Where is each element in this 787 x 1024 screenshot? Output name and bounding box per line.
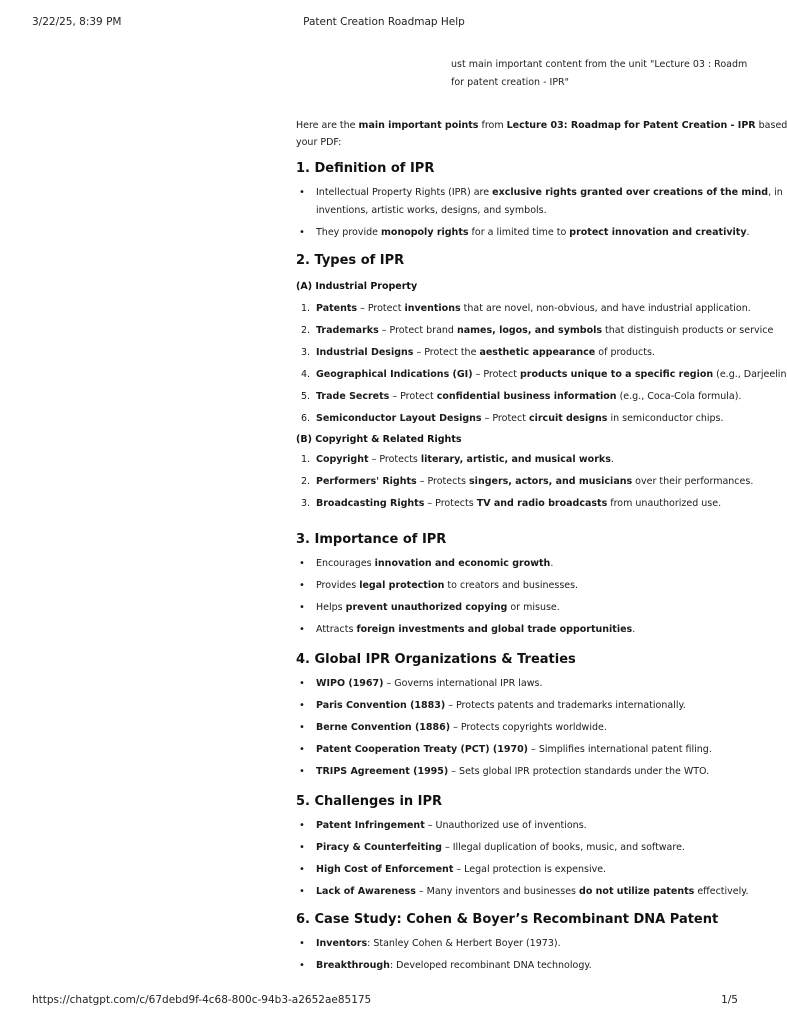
user-message-line: for patent creation - IPR" <box>451 77 570 88</box>
bold-text: Trademarks <box>316 325 379 336</box>
list-item-line <box>316 184 783 202</box>
bold-text: Lecture 03: Roadmap for Patent Creation - IPR <box>506 120 756 131</box>
subsection-heading: (B) Copyright & Related Rights <box>296 434 462 445</box>
text: – Protect <box>472 369 520 380</box>
list-item <box>296 224 750 242</box>
bold-text: Paris Convention (1883) <box>316 700 446 711</box>
list-item <box>296 839 736 857</box>
numbered-list <box>296 300 787 428</box>
user-message <box>451 56 748 92</box>
list-number: 6. <box>301 413 311 424</box>
text: – Simplifies international patent filing. <box>528 744 712 755</box>
list-item <box>296 473 754 491</box>
section-challenges <box>296 793 749 905</box>
list-item <box>296 883 749 901</box>
section-heading: 5. Challenges in IPR <box>296 794 443 809</box>
section-case-study <box>296 911 736 979</box>
bold-text: Semiconductor Layout Designs <box>316 413 482 424</box>
user-message-line: ust main important content from the unit "Lecture 03 : Roadm <box>451 59 748 70</box>
text: – Protects <box>424 498 477 509</box>
text: Here are the <box>296 120 359 131</box>
bullet-list <box>296 935 736 975</box>
text: – Unauthorized use of inventions. <box>424 820 587 831</box>
list-item <box>296 935 736 953</box>
intro-line <box>296 117 787 134</box>
bold-text: prevent unauthorized copying <box>345 602 508 613</box>
section-importance <box>296 531 736 643</box>
text: . <box>632 624 636 635</box>
bold-text: names, logos, and symbols <box>456 325 603 336</box>
print-datetime: 3/22/25, 8:39 PM <box>32 16 122 28</box>
bold-text: Patents <box>316 303 358 314</box>
text: or misuse. <box>507 602 560 613</box>
text: effectively. <box>694 886 749 897</box>
bold-text: singers, actors, and musicians <box>469 476 633 487</box>
list-item <box>296 861 736 879</box>
text: of products. <box>595 347 655 358</box>
list-number: 5. <box>301 391 311 402</box>
chat-content <box>296 0 787 1024</box>
section-definition <box>296 160 783 246</box>
text: over their performances. <box>632 476 754 487</box>
bold-text: products unique to a specific region <box>519 369 714 380</box>
bold-text: Performers' Rights <box>316 476 417 487</box>
text: – Protect the <box>413 347 480 358</box>
list-item <box>296 555 736 573</box>
list-item <box>296 741 736 759</box>
text: They provide <box>316 227 382 238</box>
bold-text: Industrial Designs <box>316 347 414 358</box>
list-item <box>296 451 736 469</box>
intro-line: your PDF: <box>296 137 342 148</box>
bold-text: Patent Cooperation Treaty (PCT) (1970) <box>316 744 529 755</box>
text: in semiconductor chips. <box>607 413 724 424</box>
section-heading: 6. Case Study: Cohen & Boyer’s Recombinant DNA Patent <box>296 912 719 927</box>
list-item <box>296 719 736 737</box>
text: . <box>746 227 750 238</box>
section-heading: 4. Global IPR Organizations & Treaties <box>296 652 576 667</box>
text: that are novel, non-obvious, and have industrial application. <box>460 303 751 314</box>
subsection-heading: (A) Industrial Property <box>296 281 418 292</box>
page-number: 1/5 <box>721 994 738 1006</box>
section-treaties <box>296 651 736 785</box>
list-number: 1. <box>301 454 311 465</box>
list-item <box>296 410 736 428</box>
text: : Stanley Cohen & Herbert Boyer (1973). <box>367 938 561 949</box>
text: . <box>550 558 554 569</box>
bullet-list <box>296 184 783 242</box>
list-number: 1. <box>301 303 311 314</box>
list-item <box>296 763 736 781</box>
list-item <box>296 300 751 318</box>
list-number: 3. <box>301 347 311 358</box>
list-item <box>296 344 736 362</box>
list-item <box>296 817 736 835</box>
bold-text: Lack of Awareness <box>316 886 416 897</box>
list-item <box>296 577 736 595</box>
bold-text: exclusive rights granted over creations of the mind <box>492 187 769 198</box>
bold-text: literary, artistic, and musical works <box>420 454 611 465</box>
section-heading: 3. Importance of IPR <box>296 532 447 547</box>
bold-text: circuit designs <box>528 413 608 424</box>
bold-text: foreign investments and global trade opportunities <box>356 624 633 635</box>
text: – Protect <box>389 391 437 402</box>
text: to creators and businesses. <box>444 580 579 591</box>
text: – Protect <box>357 303 405 314</box>
text: – Protects patents and trademarks internationally. <box>445 700 686 711</box>
bold-text: legal protection <box>359 580 445 591</box>
text: (e.g., Darjeelin <box>713 369 787 380</box>
text: Helps <box>316 602 346 613</box>
bullet-list <box>296 817 749 901</box>
text: – Illegal duplication of books, music, and software. <box>441 842 685 853</box>
text: Intellectual Property Rights (IPR) are <box>316 187 493 198</box>
list-item <box>296 697 736 715</box>
text: – Protects <box>368 454 421 465</box>
bullet-list <box>296 555 736 639</box>
list-item <box>296 388 742 406</box>
text: – Protect <box>481 413 529 424</box>
text: Attracts <box>316 624 357 635</box>
page-url: https://chatgpt.com/c/67debd9f-4c68-800c-94b3-a2652ae85175 <box>32 994 372 1006</box>
bold-text: innovation and economic growth <box>374 558 551 569</box>
text: – Protect brand <box>378 325 457 336</box>
text: – Legal protection is expensive. <box>453 864 607 875</box>
bold-text: Piracy & Counterfeiting <box>316 842 442 853</box>
list-item <box>296 599 736 617</box>
list-item-line: inventions, artistic works, designs, and symbols. <box>316 205 547 216</box>
bold-text: protect innovation and creativity <box>569 227 747 238</box>
text: based <box>755 120 787 131</box>
text: – Sets global IPR protection standards under the WTO. <box>448 766 710 777</box>
list-item <box>296 957 736 975</box>
list-number: 4. <box>301 369 311 380</box>
bold-text: Patent Infringement <box>316 820 425 831</box>
section-heading: 2. Types of IPR <box>296 253 405 268</box>
bold-text: inventions <box>404 303 461 314</box>
text: (e.g., Coca-Cola formula). <box>616 391 742 402</box>
text: – Protects <box>416 476 470 487</box>
list-item <box>296 184 783 220</box>
text: for a limited time to <box>468 227 570 238</box>
text: – Protects copyrights worldwide. <box>450 722 607 733</box>
bold-text: do not utilize patents <box>579 886 695 897</box>
text: Provides <box>316 580 360 591</box>
list-item <box>296 366 787 384</box>
list-number: 2. <box>301 325 311 336</box>
list-item <box>296 675 736 693</box>
bold-text: Inventors <box>316 938 368 949</box>
list-item <box>296 495 736 513</box>
section-heading: 1. Definition of IPR <box>296 161 435 176</box>
bold-text: Copyright <box>316 454 369 465</box>
text: from <box>478 120 507 131</box>
bold-text: monopoly rights <box>381 227 469 238</box>
text: Encourages <box>316 558 375 569</box>
bold-text: confidential business information <box>436 391 617 402</box>
bold-text: aesthetic appearance <box>479 347 596 358</box>
intro-paragraph <box>296 117 787 151</box>
bold-text: Berne Convention (1886) <box>316 722 451 733</box>
bold-text: Trade Secrets <box>316 391 390 402</box>
list-number: 3. <box>301 498 311 509</box>
text: . <box>610 454 614 465</box>
bold-text: TV and radio broadcasts <box>476 498 608 509</box>
section-types <box>296 252 787 517</box>
bold-text: High Cost of Enforcement <box>316 864 454 875</box>
list-item <box>296 322 774 340</box>
list-number: 2. <box>301 476 311 487</box>
bold-text: WIPO (1967) <box>316 678 384 689</box>
text: from unauthorized use. <box>607 498 722 509</box>
list-item <box>296 621 736 639</box>
bold-text: Breakthrough <box>316 960 390 971</box>
text: – Governs international IPR laws. <box>383 678 543 689</box>
bold-text: main important points <box>358 120 479 131</box>
bold-text: Geographical Indications (GI) <box>316 369 473 380</box>
text: that distinguish products or service <box>602 325 774 336</box>
bullet-list <box>296 675 736 781</box>
page-title: Patent Creation Roadmap Help <box>303 16 465 28</box>
bold-text: Broadcasting Rights <box>316 498 425 509</box>
text: , in <box>768 187 783 198</box>
bold-text: TRIPS Agreement (1995) <box>316 766 449 777</box>
text: – Many inventors and businesses <box>415 886 580 897</box>
numbered-list <box>296 451 754 513</box>
text: : Developed recombinant DNA technology. <box>389 960 592 971</box>
